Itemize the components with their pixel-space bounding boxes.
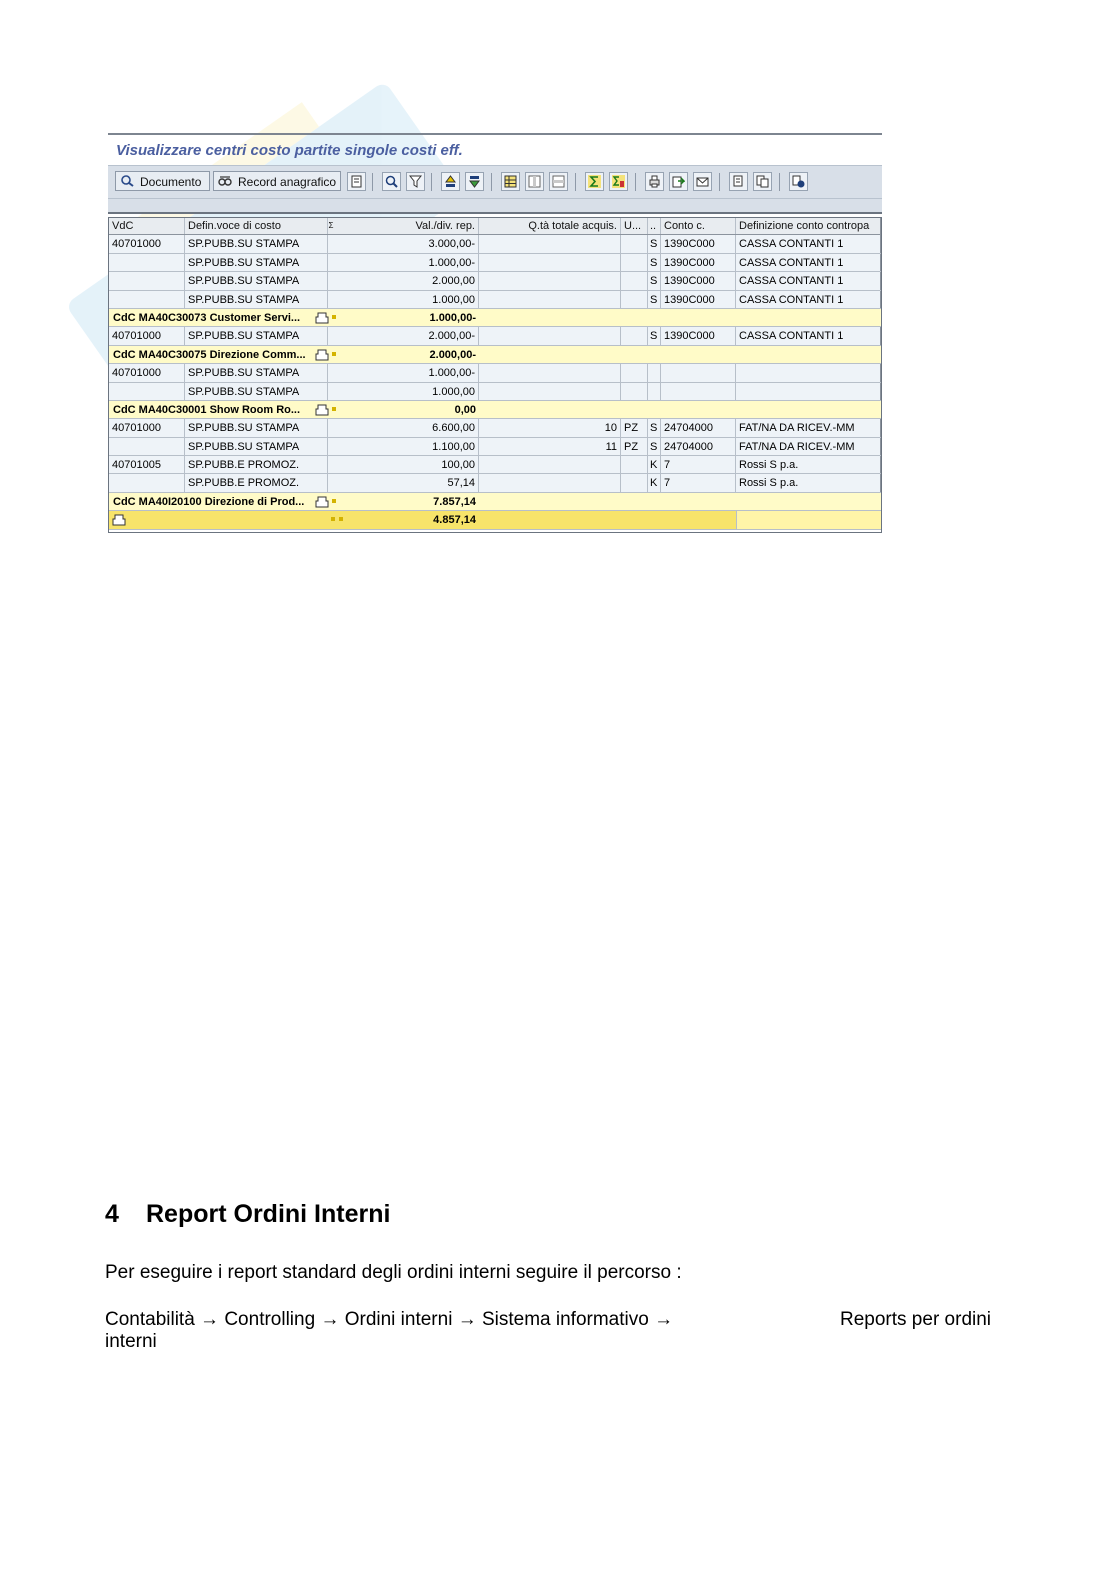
sort-descending-icon[interactable] xyxy=(465,172,484,191)
cell-dc: S xyxy=(648,235,661,252)
cell-unit xyxy=(621,291,648,308)
cell-unit xyxy=(621,474,648,491)
choose-layout-icon[interactable] xyxy=(729,172,748,191)
cell-value: 100,00 xyxy=(328,456,479,473)
cell-dc: K xyxy=(648,456,661,473)
cell-value: 3.000,00- xyxy=(328,235,479,252)
cell-defin: SP.PUBB.SU STAMPA xyxy=(185,327,328,344)
cell-vdc xyxy=(109,383,185,400)
sort-ascending-icon[interactable] xyxy=(441,172,460,191)
column-header-quantity[interactable]: Q.tà totale acquis. xyxy=(479,217,621,234)
menu-path-text: Contabilità → Controlling → Ordini interni → Sistema informativo → xyxy=(105,1309,674,1330)
cost-center-line-items-grid xyxy=(109,217,881,530)
cell-vdc: 40701000 xyxy=(109,419,185,436)
subtotal-label: CdC MA40C30073 Customer Servi... xyxy=(113,311,301,324)
cell-value: 1.000,00 xyxy=(328,383,479,400)
subtotal-row[interactable] xyxy=(109,309,881,327)
cell-offset-account-desc: CASSA CONTANTI 1 xyxy=(736,291,881,308)
table-row[interactable] xyxy=(109,272,881,290)
cell-defin: SP.PUBB.SU STAMPA xyxy=(185,254,328,271)
subtotal-marker-icon xyxy=(315,404,329,416)
document-button-label: Documento xyxy=(140,175,202,189)
table-row[interactable] xyxy=(109,291,881,309)
column-header-unit[interactable]: U... xyxy=(621,217,648,234)
cell-unit xyxy=(621,272,648,289)
cell-quantity xyxy=(479,254,621,271)
subtotal-marker-icon xyxy=(315,496,329,508)
toolbar-spacer xyxy=(108,199,882,212)
subtotal-marker-icon xyxy=(315,349,329,361)
cell-offset-account-desc: Rossi S p.a. xyxy=(736,456,881,473)
cell-value: 1.000,00 xyxy=(328,291,479,308)
cell-value: 6.600,00 xyxy=(328,419,479,436)
master-record-button-label: Record anagrafico xyxy=(238,175,337,189)
application-toolbar xyxy=(108,165,882,199)
magnifier-icon xyxy=(120,175,134,187)
subtotal-value: 2.000,00- xyxy=(429,348,476,361)
cell-quantity xyxy=(479,291,621,308)
glasses-icon xyxy=(218,175,232,187)
cell-quantity xyxy=(479,235,621,252)
cell-value: 2.000,00 xyxy=(328,272,479,289)
cell-defin: SP.PUBB.SU STAMPA xyxy=(185,419,328,436)
sap-window xyxy=(108,133,882,535)
cell-offset-account-desc: FAT/NA DA RICEV.-MM xyxy=(736,419,881,436)
cell-offset-account-desc xyxy=(736,364,881,381)
cell-vdc xyxy=(109,272,185,289)
cell-offset-account-desc: CASSA CONTANTI 1 xyxy=(736,272,881,289)
cell-offset-account xyxy=(661,383,736,400)
cell-dc: S xyxy=(648,327,661,344)
table-row[interactable] xyxy=(109,474,881,492)
column-header-dc[interactable]: .. xyxy=(648,217,661,234)
cell-offset-account-desc: CASSA CONTANTI 1 xyxy=(736,235,881,252)
subtotal-value: 1.000,00- xyxy=(429,311,476,324)
cell-defin: SP.PUBB.SU STAMPA xyxy=(185,383,328,400)
filter-icon[interactable] xyxy=(406,172,425,191)
cell-vdc: 40701000 xyxy=(109,235,185,252)
cell-offset-account: 24704000 xyxy=(661,438,736,455)
toolbar-separator xyxy=(719,173,720,191)
cell-offset-account: 1390C000 xyxy=(661,254,736,271)
cell-quantity: 11 xyxy=(479,438,621,455)
cell-offset-account: 1390C000 xyxy=(661,235,736,252)
cell-quantity xyxy=(479,327,621,344)
save-layout-icon[interactable] xyxy=(753,172,772,191)
menu-path-text-end: Reports per ordini xyxy=(840,1309,992,1330)
table-row[interactable] xyxy=(109,438,881,456)
column-header-vdc[interactable]: VdC xyxy=(109,217,185,234)
find-icon[interactable] xyxy=(382,172,401,191)
cell-dc: S xyxy=(648,272,661,289)
window-top-border xyxy=(108,133,882,135)
toolbar-separator xyxy=(635,173,636,191)
subtotal-label: CdC MA40C30001 Show Room Ro... xyxy=(113,403,301,416)
cell-quantity xyxy=(479,456,621,473)
column-header-defin[interactable]: Defin.voce di costo xyxy=(185,217,328,234)
column-header-sigma[interactable]: Σ xyxy=(328,221,334,230)
cell-offset-account-desc: CASSA CONTANTI 1 xyxy=(736,327,881,344)
cell-vdc xyxy=(109,254,185,271)
cell-vdc: 40701000 xyxy=(109,364,185,381)
cell-unit xyxy=(621,383,648,400)
cell-offset-account-desc: Rossi S p.a. xyxy=(736,474,881,491)
mail-icon[interactable] xyxy=(693,172,712,191)
cell-vdc xyxy=(109,438,185,455)
cell-offset-account: 7 xyxy=(661,474,736,491)
master-record-button[interactable] xyxy=(213,171,341,191)
sum-icon[interactable] xyxy=(585,172,604,191)
table-row[interactable] xyxy=(109,419,881,437)
cell-value: 57,14 xyxy=(328,474,479,491)
detail-icon[interactable] xyxy=(347,172,366,191)
document-button[interactable] xyxy=(115,171,210,191)
cell-dc: S xyxy=(648,419,661,436)
cell-unit xyxy=(621,254,648,271)
menu-path-text-wrap: interni xyxy=(105,1331,157,1352)
table-row[interactable] xyxy=(109,254,881,272)
total-marker-icon xyxy=(112,514,126,526)
info-icon[interactable] xyxy=(789,172,808,191)
cell-quantity xyxy=(479,364,621,381)
cell-value: 1.000,00- xyxy=(328,254,479,271)
subtotal-row[interactable] xyxy=(109,401,881,419)
window-title: Visualizzare centri costo partite singole costi eff. xyxy=(116,142,463,159)
cell-unit xyxy=(621,327,648,344)
cell-unit xyxy=(621,364,648,381)
cell-value: 2.000,00- xyxy=(328,327,479,344)
cell-offset-account: 1390C000 xyxy=(661,327,736,344)
cell-dc: S xyxy=(648,438,661,455)
toolbar-separator xyxy=(372,173,373,191)
layout-icon[interactable] xyxy=(549,172,568,191)
cell-unit xyxy=(621,456,648,473)
columns-icon[interactable] xyxy=(525,172,544,191)
toolbar-separator xyxy=(491,173,492,191)
cell-offset-account: 7 xyxy=(661,456,736,473)
subtotal-label: CdC MA40I20100 Direzione di Prod... xyxy=(113,495,305,508)
table-row[interactable] xyxy=(109,456,881,474)
subtotal-row[interactable] xyxy=(109,493,881,511)
table-row[interactable] xyxy=(109,327,881,345)
subtotal-marker-icon xyxy=(315,312,329,324)
cell-quantity xyxy=(479,272,621,289)
cell-dc xyxy=(648,383,661,400)
subtotal-icon[interactable] xyxy=(609,172,628,191)
grid-header-row xyxy=(109,217,881,235)
cell-defin: SP.PUBB.SU STAMPA xyxy=(185,364,328,381)
cell-offset-account-desc: CASSA CONTANTI 1 xyxy=(736,254,881,271)
cell-value: 1.100,00 xyxy=(328,438,479,455)
cell-offset-account-desc: FAT/NA DA RICEV.-MM xyxy=(736,438,881,455)
cell-dc xyxy=(648,364,661,381)
section-title: Report Ordini Interni xyxy=(146,1200,391,1228)
subtotal-value: 7.857,14 xyxy=(433,495,476,508)
cell-unit: PZ xyxy=(621,419,648,436)
table-icon[interactable] xyxy=(501,172,520,191)
cell-defin: SP.PUBB.SU STAMPA xyxy=(185,438,328,455)
table-row[interactable] xyxy=(109,364,881,382)
cell-offset-account: 24704000 xyxy=(661,419,736,436)
cell-offset-account: 1390C000 xyxy=(661,272,736,289)
cell-defin: SP.PUBB.SU STAMPA xyxy=(185,272,328,289)
print-icon[interactable] xyxy=(645,172,664,191)
grand-total-row[interactable] xyxy=(109,511,881,529)
cell-offset-account: 1390C000 xyxy=(661,291,736,308)
cell-vdc: 40701000 xyxy=(109,327,185,344)
cell-offset-account-desc xyxy=(736,383,881,400)
cell-offset-account xyxy=(661,364,736,381)
grid-body xyxy=(109,235,881,529)
table-row[interactable] xyxy=(109,383,881,401)
subtotal-value: 0,00 xyxy=(454,403,476,416)
toolbar-separator xyxy=(431,173,432,191)
toolbar-separator xyxy=(779,173,780,191)
section-number: 4 xyxy=(105,1200,119,1228)
cell-defin: SP.PUBB.E PROMOZ. xyxy=(185,456,328,473)
total-filler xyxy=(736,511,882,528)
table-row[interactable] xyxy=(109,235,881,253)
intro-paragraph: Per eseguire i report standard degli ordini interni seguire il percorso : xyxy=(105,1262,682,1283)
cell-unit: PZ xyxy=(621,438,648,455)
subtotal-row[interactable] xyxy=(109,346,881,364)
cell-vdc: 40701005 xyxy=(109,456,185,473)
cell-quantity xyxy=(479,474,621,491)
column-header-value[interactable]: Val./div. rep. xyxy=(334,217,479,234)
cell-dc: S xyxy=(648,254,661,271)
subtotal-label: CdC MA40C30075 Direzione Comm... xyxy=(113,348,306,361)
toolbar-separator xyxy=(575,173,576,191)
cell-quantity xyxy=(479,383,621,400)
cell-defin: SP.PUBB.E PROMOZ. xyxy=(185,474,328,491)
cell-defin: SP.PUBB.SU STAMPA xyxy=(185,291,328,308)
grid-top-border xyxy=(108,212,882,214)
section-heading xyxy=(105,1200,390,1229)
cell-quantity: 10 xyxy=(479,419,621,436)
grand-total-value: 4.857,14 xyxy=(433,514,476,527)
cell-dc: K xyxy=(648,474,661,491)
cell-unit xyxy=(621,235,648,252)
cell-vdc xyxy=(109,474,185,491)
cell-value: 1.000,00- xyxy=(328,364,479,381)
cell-dc: S xyxy=(648,291,661,308)
column-header-offset-account-desc[interactable]: Definizione conto contropa xyxy=(736,217,881,234)
column-header-offset-account[interactable]: Conto c. xyxy=(661,217,736,234)
cell-vdc xyxy=(109,291,185,308)
export-icon[interactable] xyxy=(669,172,688,191)
cell-defin: SP.PUBB.SU STAMPA xyxy=(185,235,328,252)
